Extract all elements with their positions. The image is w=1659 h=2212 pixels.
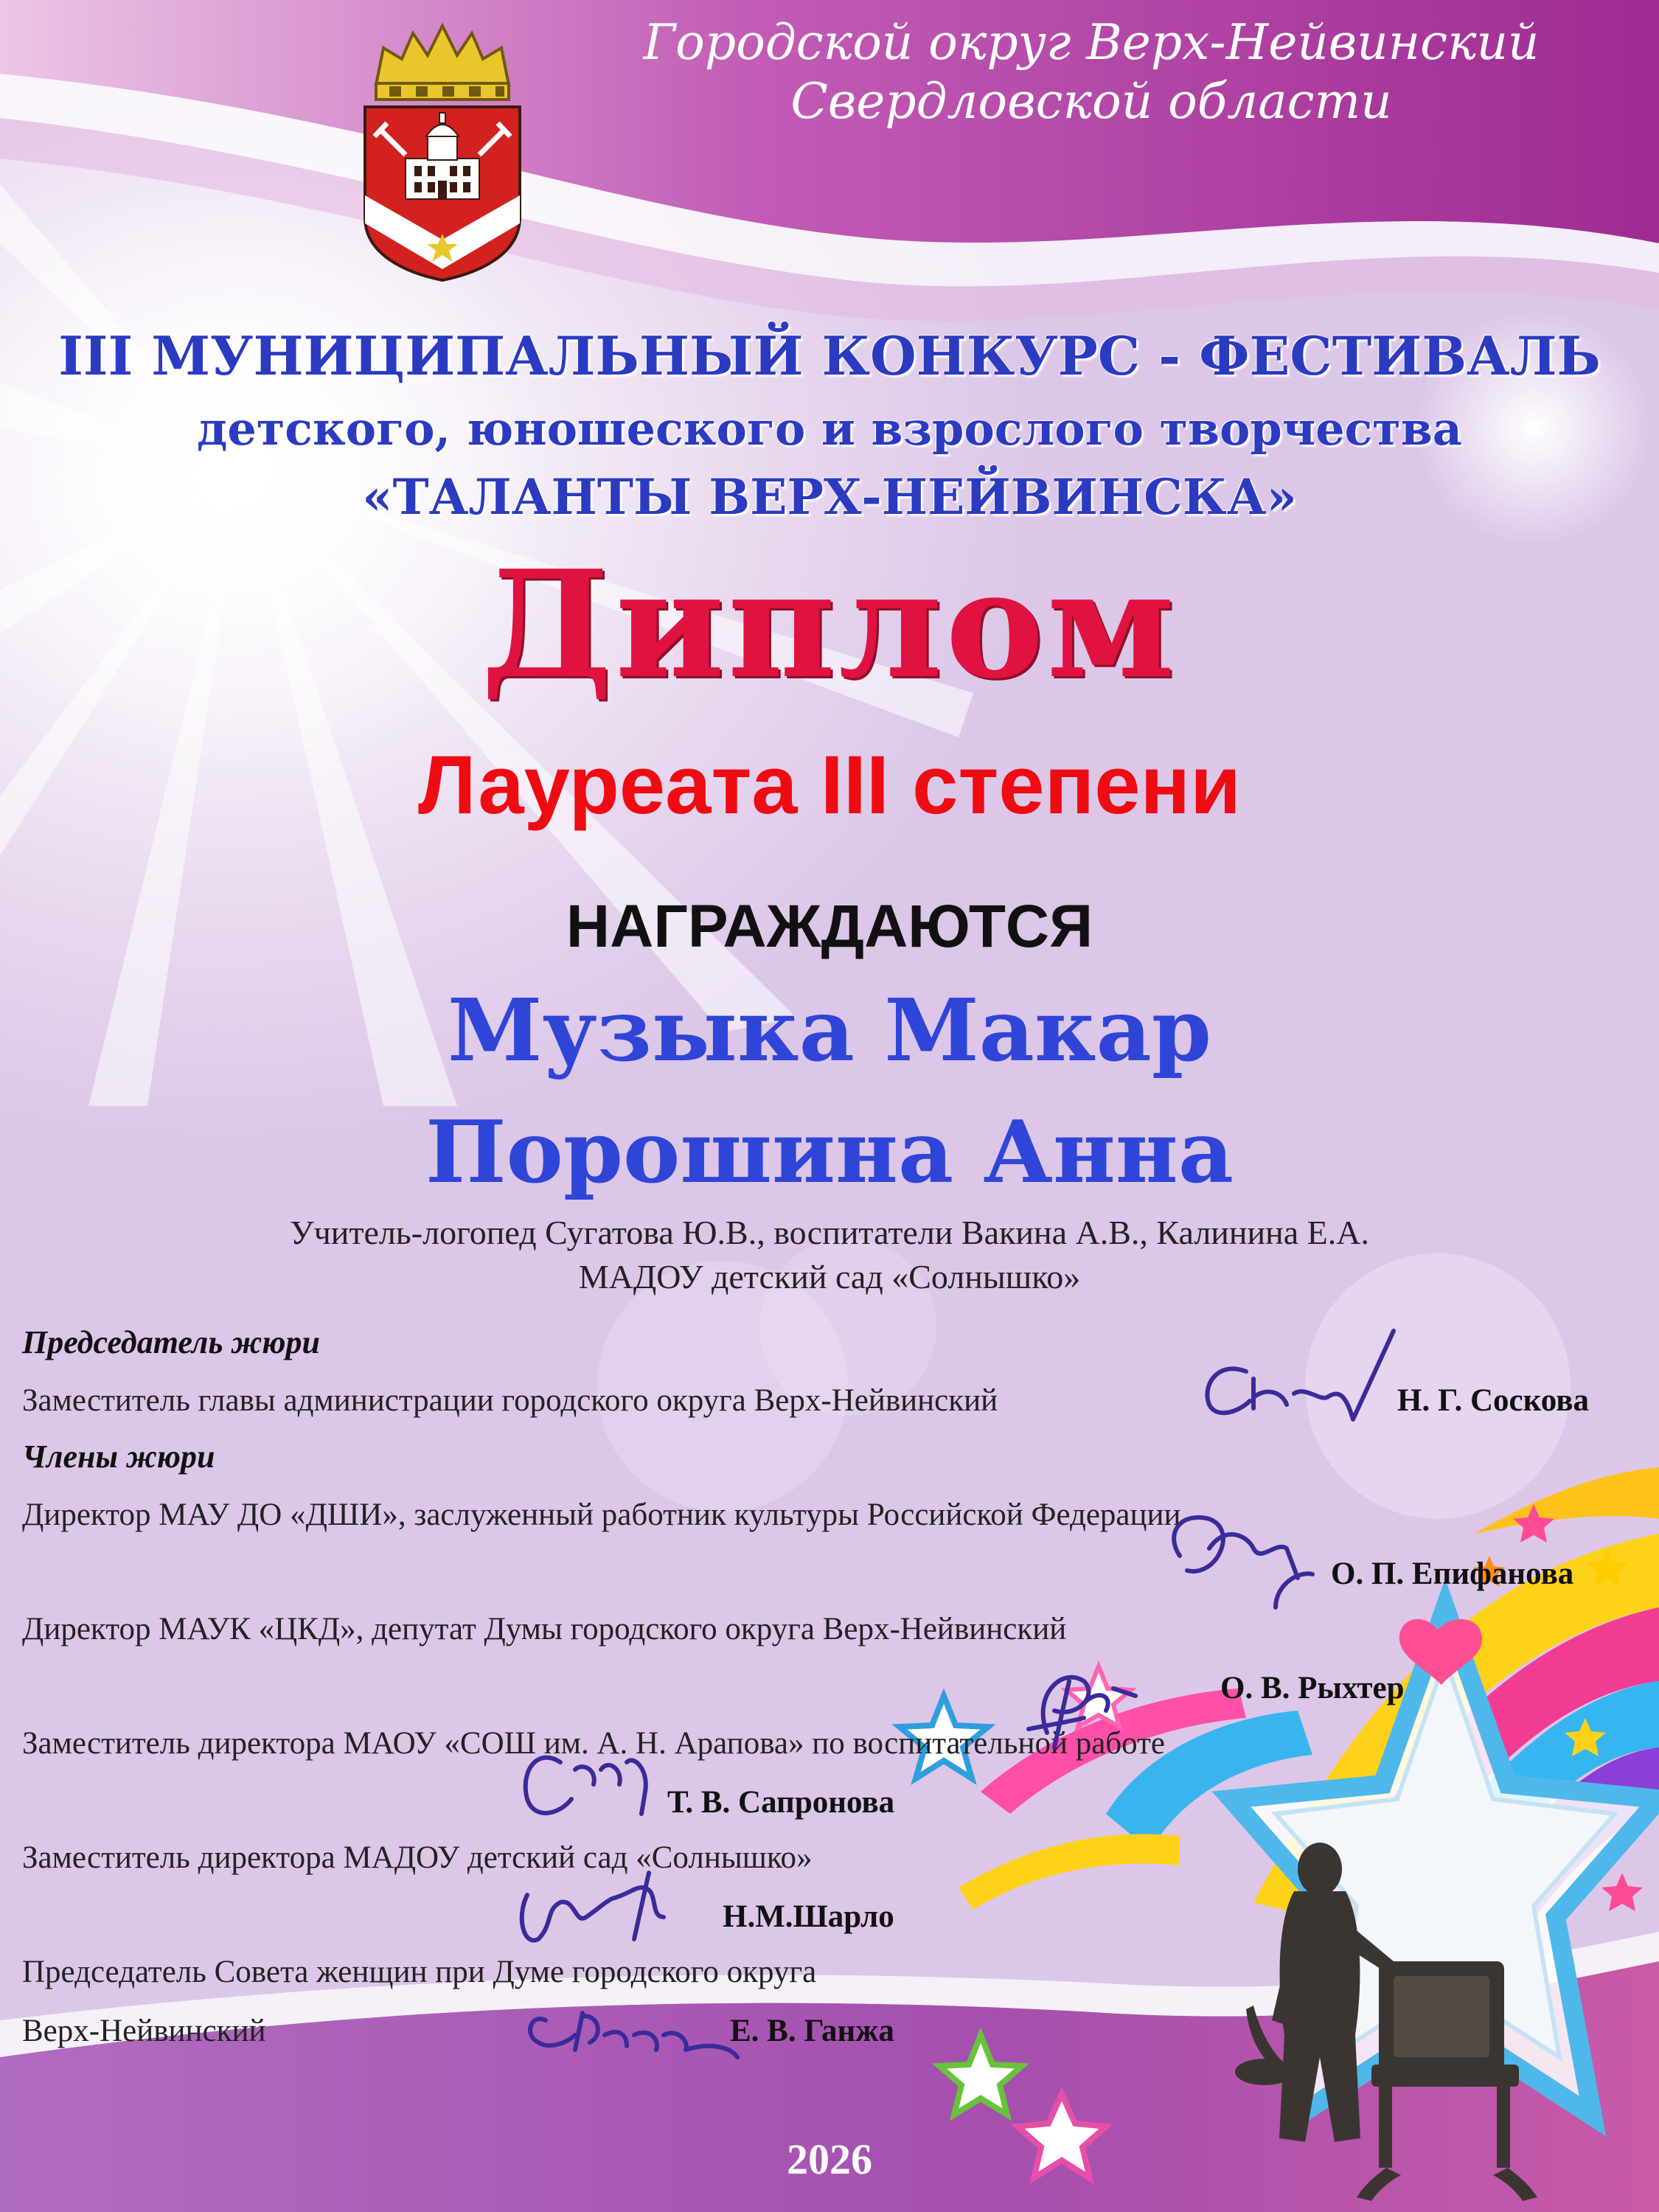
jury-member-position: Директор МАУК «ЦКД», депутат Думы городского округа Верх-Нейвинский bbox=[22, 1612, 1067, 1646]
signature-ganzha bbox=[530, 2013, 737, 2057]
festival-title-line3: «ТАЛАНТЫ ВЕРХ-НЕЙВИНСКА» bbox=[362, 468, 1297, 526]
jury-member-name: Е. В. Ганжа bbox=[730, 2014, 894, 2048]
laureate-degree: Лауреата III степени bbox=[417, 739, 1242, 831]
region-title-line1: Городской округ Верх-Нейвинский bbox=[643, 14, 1540, 71]
jury-members-heading: Члены жюри bbox=[22, 1439, 215, 1475]
recipient-name: Порошина Анна bbox=[425, 1102, 1234, 1203]
recipient-name: Музыка Макар bbox=[448, 981, 1211, 1081]
year-label: 2026 bbox=[787, 2135, 872, 2183]
jury-chair-name: Н. Г. Соскова bbox=[1397, 1383, 1589, 1418]
jury-member-position: Директор МАУ ДО «ДШИ», заслуженный работник культуры Российской Федерации bbox=[22, 1498, 1181, 1532]
signature-ryhter bbox=[1029, 1677, 1135, 1747]
jury-member-name: Т. В. Сапронова bbox=[667, 1785, 895, 1820]
jury-member-name: О. П. Епифанова bbox=[1331, 1557, 1574, 1591]
region-title-line2: Свердловской области bbox=[790, 73, 1392, 130]
jury-member-position: Председатель Совета женщин при Думе городского округа bbox=[22, 1955, 817, 1989]
institution-line: МАДОУ детский сад «Солнышко» bbox=[578, 1258, 1081, 1295]
festival-title-line2: детского, юношеского и взрослого творчества bbox=[197, 402, 1462, 456]
signature-sharlo bbox=[522, 1873, 664, 1941]
jury-member-position: Заместитель директора МАОУ «СОШ им. А. Н. Арапова» по воспитательной работе bbox=[22, 1726, 1165, 1761]
jury-chair-position: Заместитель главы администрации городского округа Верх-Нейвинский bbox=[22, 1383, 998, 1418]
teachers-line: Учитель-логопед Сугатова Ю.В., воспитатели Вакина А.В., Калинина Е.А. bbox=[290, 1214, 1369, 1251]
jury-member-name: О. В. Рыхтер bbox=[1220, 1671, 1405, 1705]
awarded-heading: НАГРАЖДАЮТСЯ bbox=[566, 893, 1093, 960]
jury-member-position: Заместитель директора МАДОУ детский сад «Солнышко» bbox=[22, 1840, 813, 1875]
jury-member-position: Верх-Нейвинский bbox=[22, 2014, 266, 2048]
signature-sapronova bbox=[526, 1758, 646, 1814]
signature-epifanova bbox=[1174, 1517, 1312, 1607]
festival-title-line1: III МУНИЦИПАЛЬНЫЙ КОНКУРС - ФЕСТИВАЛЬ bbox=[58, 324, 1601, 387]
diploma-title: Диплом bbox=[481, 538, 1178, 712]
signature-soskova bbox=[1207, 1331, 1394, 1419]
jury-chair-heading: Председатель жюри bbox=[22, 1324, 320, 1360]
jury-member-name: Н.М.Шарло bbox=[723, 1899, 894, 1934]
